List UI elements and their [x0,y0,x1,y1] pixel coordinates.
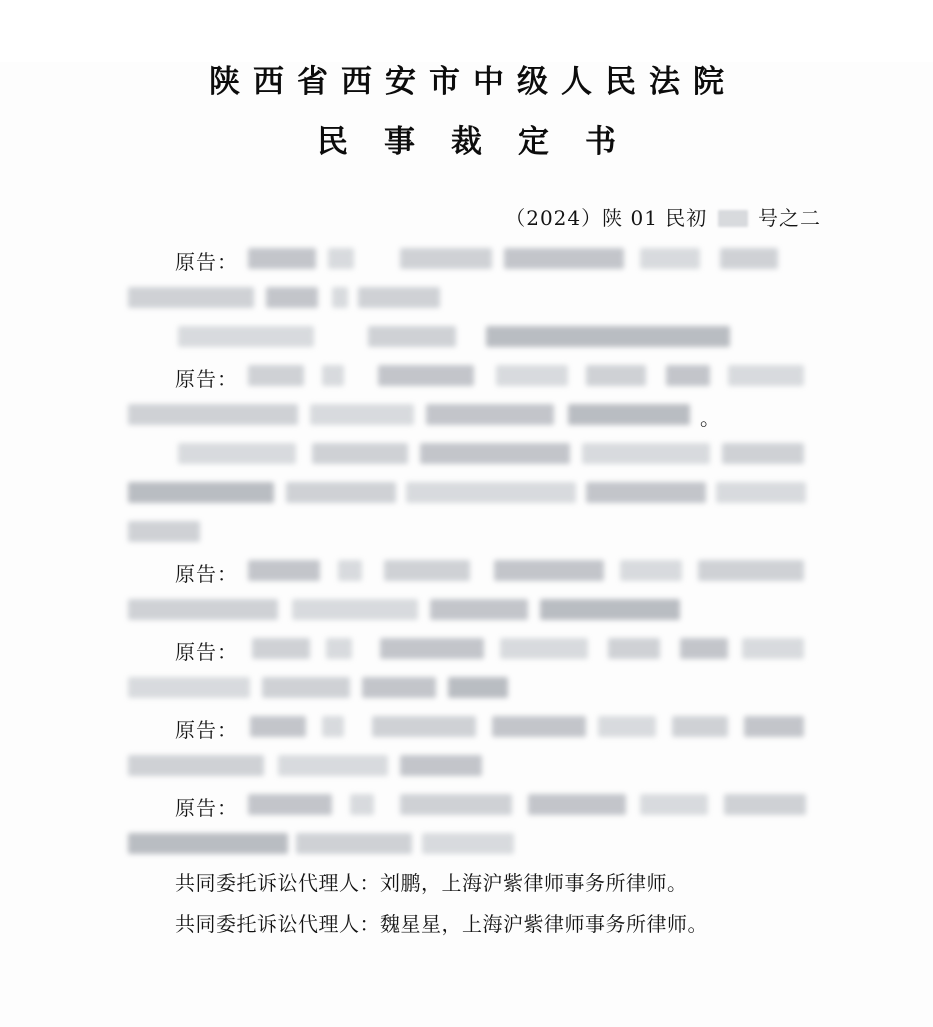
party-line [100,785,833,824]
party-line [100,668,833,707]
case-number-suffix: 号之二 [758,205,821,230]
case-number-prefix: （2024）陕 01 民初 [505,205,708,230]
party-line [100,239,833,278]
party-line [100,707,833,746]
party-line: 。 [100,395,833,434]
document-body [100,239,833,945]
party-line [100,746,833,785]
party-line [100,590,833,629]
party-block-3 [100,551,833,629]
party-label: 原告： [175,561,238,586]
party-block-4 [100,629,833,707]
party-label: 原告： [175,795,238,820]
agent-line-1: 共同委托诉讼代理人：刘鹏，上海沪紫律师事务所律师。 [175,870,688,895]
party-line [100,512,833,551]
party-block-6 [100,785,833,863]
party-line [100,434,833,473]
party-line [100,824,833,863]
party-label: 原告： [175,717,238,742]
party-line [100,629,833,668]
party-label: 原告： [175,249,238,274]
agent-line-2: 共同委托诉讼代理人：魏星星，上海沪紫律师事务所律师。 [175,911,708,936]
party-block-2 [100,356,833,551]
party-line [100,356,833,395]
party-line [100,551,833,590]
party-line [100,317,833,356]
party-label: 原告： [175,366,238,391]
party-label: 原告： [175,639,238,664]
document-page [0,62,933,1027]
document-type-title: 民事裁定书 [317,123,652,160]
court-title: 陕西省西安市中级人民法院 [209,64,737,100]
party-line [100,473,833,512]
case-number [100,202,833,231]
party-line [100,278,833,317]
party-block-1 [100,239,833,356]
redacted-case-digits [718,210,748,227]
party-block-5 [100,707,833,785]
